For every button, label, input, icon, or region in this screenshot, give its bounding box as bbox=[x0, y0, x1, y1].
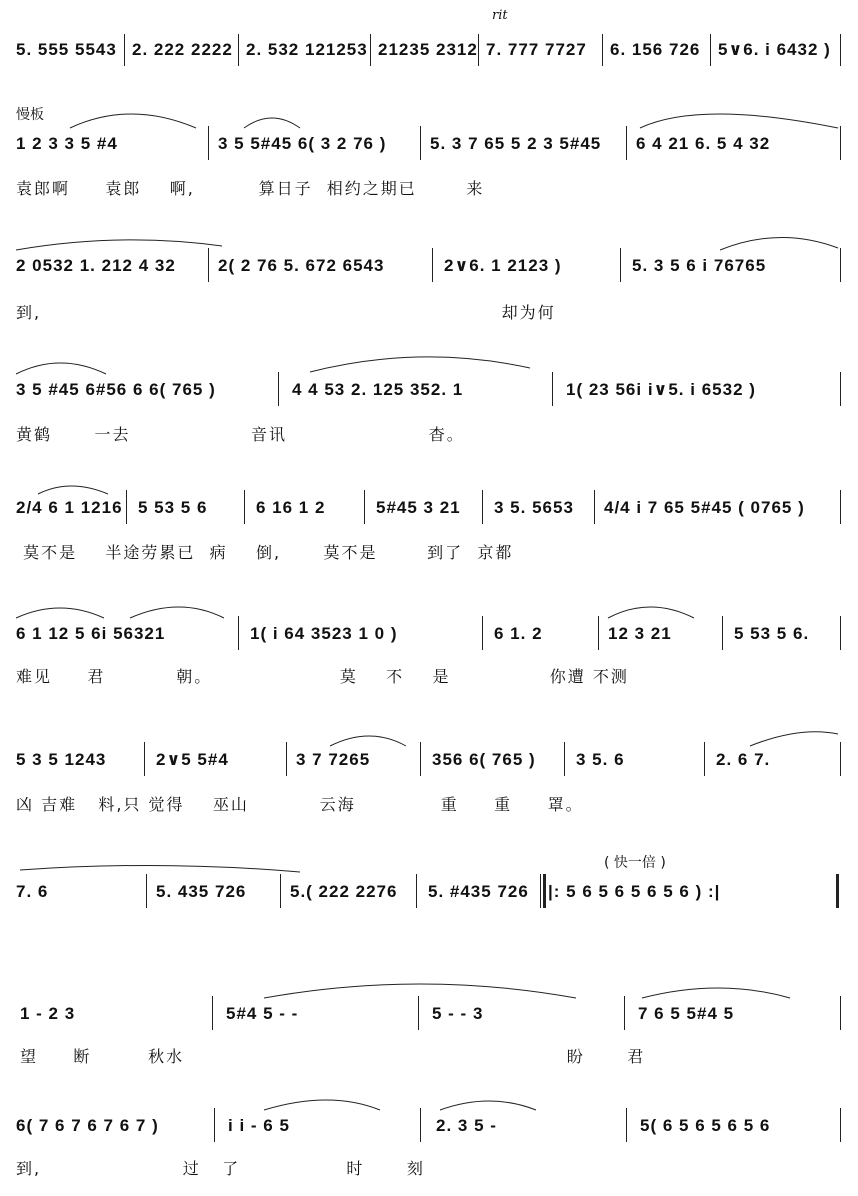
barline bbox=[594, 490, 595, 524]
barline bbox=[124, 34, 125, 66]
system-2-lyrics: 袁郎啊 袁郎 啊, 算日子 相约之期已 来 bbox=[16, 179, 485, 198]
slur bbox=[38, 486, 108, 494]
measure: 7 6 5 5#4 5 bbox=[638, 1004, 735, 1023]
measure: 5.( 222 2276 bbox=[290, 882, 398, 901]
measure: 3 5. 5653 bbox=[494, 498, 574, 517]
barline bbox=[626, 126, 627, 160]
barline bbox=[478, 34, 479, 66]
measure: |: 5 6 5 6 5 6 5 6 ) :| bbox=[548, 882, 721, 901]
slur bbox=[640, 114, 838, 128]
barline bbox=[146, 874, 147, 908]
barline bbox=[836, 874, 839, 908]
barline bbox=[286, 742, 287, 776]
measure: 3 5 5#45 6( 3 2 76 ) bbox=[218, 134, 387, 153]
slur bbox=[20, 865, 300, 872]
slur bbox=[330, 736, 406, 746]
measure: 5#4 5 - - bbox=[226, 1004, 299, 1023]
barline bbox=[144, 742, 145, 776]
barline bbox=[840, 1108, 841, 1142]
measure: 2( 2 76 5. 672 6543 bbox=[218, 256, 385, 275]
measure: 356 6( 765 ) bbox=[432, 750, 536, 769]
barline bbox=[280, 874, 281, 908]
slur bbox=[608, 607, 694, 618]
slur bbox=[16, 240, 222, 250]
barline bbox=[620, 248, 621, 282]
system-10-lyrics: 到, 过 了 时 刻 bbox=[16, 1159, 425, 1178]
measure: 1( 23 56i i∨5. i 6532 ) bbox=[566, 380, 756, 399]
system-5-lyrics: 莫不是 半途劳累已 病 倒, 莫不是 到了 京都 bbox=[16, 543, 514, 562]
slur bbox=[130, 607, 224, 618]
barline bbox=[540, 874, 541, 908]
slur bbox=[720, 237, 838, 250]
measure: 2. 532 121253 bbox=[246, 40, 368, 59]
barline bbox=[420, 742, 421, 776]
tempo-mark-slow: 慢板 bbox=[16, 107, 44, 123]
system-9-lyrics: 望 断 秋水 盼 君 bbox=[20, 1047, 646, 1066]
barline bbox=[208, 248, 209, 282]
measure: 2∨6. 1 2123 ) bbox=[444, 256, 562, 275]
measure: 3 5. 6 bbox=[576, 750, 625, 769]
measure: 5 53 5 6 bbox=[138, 498, 208, 517]
barline bbox=[482, 616, 483, 650]
measure: 2. 3 5 - bbox=[436, 1116, 497, 1135]
barline bbox=[416, 874, 417, 908]
barline bbox=[840, 742, 841, 776]
measure: 4/4 i 7 65 5#45 ( 0765 ) bbox=[604, 498, 805, 517]
tempo-mark-double-speed: ( 快一倍 ) bbox=[604, 855, 666, 871]
barline bbox=[126, 490, 127, 524]
measure: 1 2 3 3 5 #4 bbox=[16, 134, 118, 153]
measure: 6 1. 2 bbox=[494, 624, 543, 643]
barline bbox=[420, 1108, 421, 1142]
slur bbox=[244, 118, 300, 128]
measure: 6 1 12 5 6i 56321 bbox=[16, 624, 166, 643]
measure: 5( 6 5 6 5 6 5 6 bbox=[640, 1116, 771, 1135]
measure: 6. 156 726 bbox=[610, 40, 701, 59]
barline bbox=[552, 372, 553, 406]
measure: 7. 6 bbox=[16, 882, 49, 901]
measure: i i - 6 5 bbox=[228, 1116, 290, 1135]
measure: 2 0532 1. 212 4 32 bbox=[16, 256, 176, 275]
slur bbox=[16, 363, 106, 374]
system-7-lyrics: 凶 吉难 料,只 觉得 巫山 云海 重 重 罩。 bbox=[16, 795, 584, 814]
barline bbox=[214, 1108, 215, 1142]
measure: 2. 6 7. bbox=[716, 750, 771, 769]
measure: 2/4 6 1 1216 bbox=[16, 498, 123, 517]
measure: 5. 435 726 bbox=[156, 882, 247, 901]
system-6-lyrics: 难见 君 朝。 莫 不 是 你遭 不测 bbox=[16, 667, 629, 686]
barline bbox=[626, 1108, 627, 1142]
measure: 3 5 #45 6#56 6 6( 765 ) bbox=[16, 380, 216, 399]
measure: 5. 555 5543 bbox=[16, 40, 117, 59]
measure: 6 16 1 2 bbox=[256, 498, 326, 517]
barline bbox=[564, 742, 565, 776]
barline bbox=[624, 996, 625, 1030]
barline bbox=[278, 372, 279, 406]
barline bbox=[598, 616, 599, 650]
measure: 6( 7 6 7 6 7 6 7 ) bbox=[16, 1116, 159, 1135]
slur bbox=[264, 984, 576, 998]
measure: 5. #435 726 bbox=[428, 882, 529, 901]
measure: 1( i 64 3523 1 0 ) bbox=[250, 624, 398, 643]
measure: 12 3 21 bbox=[608, 624, 672, 643]
measure: 5 53 5 6. bbox=[734, 624, 810, 643]
slur bbox=[310, 357, 530, 372]
barline bbox=[840, 616, 841, 650]
measure: 1 - 2 3 bbox=[20, 1004, 76, 1023]
measure: 4 4 53 2. 125 352. 1 bbox=[292, 380, 464, 399]
slur bbox=[70, 114, 196, 128]
barline bbox=[364, 490, 365, 524]
barline bbox=[212, 996, 213, 1030]
system-3-lyrics: 到, 却为何 bbox=[16, 303, 556, 322]
measure: 2. 222 2222 bbox=[132, 40, 233, 59]
measure: 3 7 7265 bbox=[296, 750, 371, 769]
barline bbox=[840, 372, 841, 406]
barline bbox=[710, 34, 711, 66]
measure: 5∨6. i 6432 ) bbox=[718, 40, 831, 59]
barline bbox=[418, 996, 419, 1030]
slur bbox=[264, 1100, 380, 1110]
measure: 21235 2312 bbox=[378, 40, 478, 59]
barline bbox=[238, 34, 239, 66]
barline bbox=[482, 490, 483, 524]
barline bbox=[840, 248, 841, 282]
slur bbox=[16, 608, 104, 618]
barline bbox=[602, 34, 603, 66]
rit-marking: rit bbox=[492, 8, 508, 23]
barline bbox=[420, 126, 421, 160]
barline bbox=[208, 126, 209, 160]
slur bbox=[642, 988, 790, 998]
barline bbox=[840, 34, 841, 66]
barline bbox=[840, 996, 841, 1030]
barline bbox=[238, 616, 239, 650]
barline bbox=[432, 248, 433, 282]
measure: 5. 3 7 65 5 2 3 5#45 bbox=[430, 134, 602, 153]
measure: 6 4 21 6. 5 4 32 bbox=[636, 134, 771, 153]
measure: 5#45 3 21 bbox=[376, 498, 461, 517]
slur bbox=[750, 732, 838, 746]
barline bbox=[244, 490, 245, 524]
barline bbox=[722, 616, 723, 650]
barline bbox=[543, 874, 546, 908]
measure: 5. 3 5 6 i 76765 bbox=[632, 256, 767, 275]
measure: 5 - - 3 bbox=[432, 1004, 484, 1023]
measure: 7. 777 7727 bbox=[486, 40, 587, 59]
barline bbox=[704, 742, 705, 776]
barline bbox=[840, 126, 841, 160]
slur bbox=[440, 1101, 536, 1110]
measure: 2∨5 5#4 bbox=[156, 750, 229, 769]
barline bbox=[370, 34, 371, 66]
barline bbox=[840, 490, 841, 524]
measure: 5 3 5 1243 bbox=[16, 750, 107, 769]
system-4-lyrics: 黄鹤 一去 音讯 杳。 bbox=[16, 425, 465, 444]
